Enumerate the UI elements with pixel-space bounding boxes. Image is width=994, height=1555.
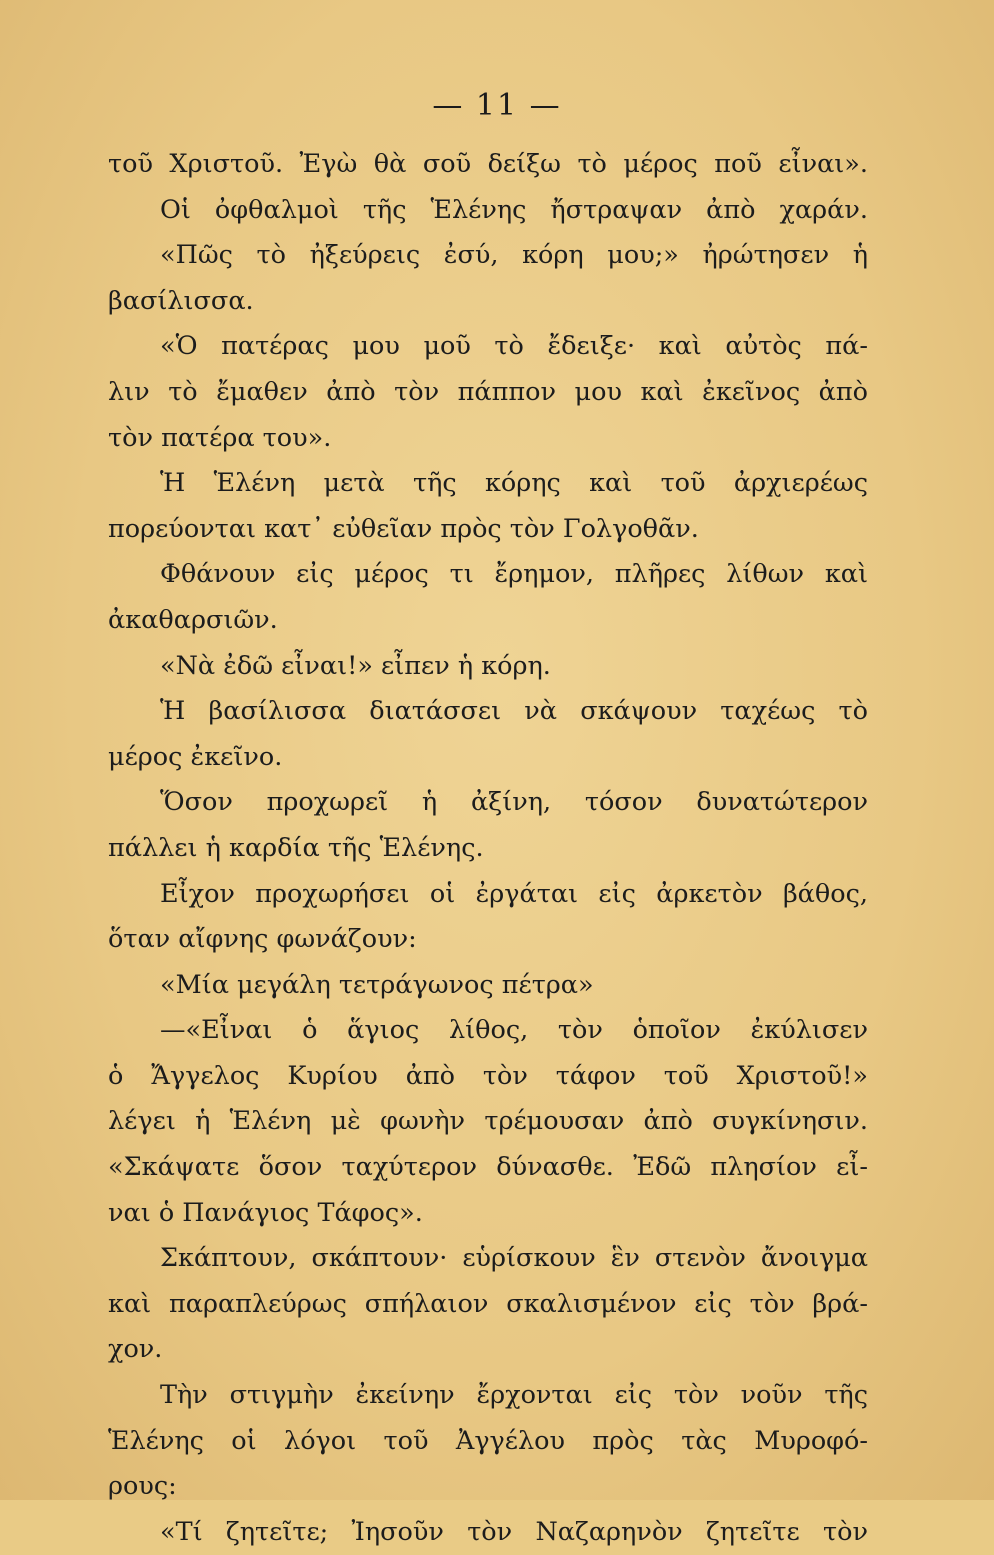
text-line: πάλλει ἡ καρδία τῆς Ἑλένης. xyxy=(108,832,484,863)
text-line: Εἶχον προχωρήσει οἱ ἐργάται εἰς ἀρκετὸν βάθος, xyxy=(160,878,868,909)
text-line: Ἡ βασίλισσα διατάσσει νὰ σκάψουν ταχέως τὸ xyxy=(160,696,868,727)
text-line: τὸν πατέρα του». xyxy=(108,422,332,453)
text-line: Ἑλένης οἱ λόγοι τοῦ Ἀγγέλου πρὸς τὰς Μυροφό- xyxy=(108,1425,868,1456)
text-line: χον. xyxy=(108,1334,163,1365)
text-line: τοῦ Χριστοῦ. Ἐγὼ θὰ σοῦ δείξω τὸ μέρος ποῦ εἶναι». xyxy=(108,149,868,179)
text-line: μέρος ἐκεῖνο. xyxy=(108,741,283,772)
text-line: Οἱ ὀφθαλμοὶ τῆς Ἑλένης ἤστραψαν ἀπὸ χαράν. xyxy=(160,194,868,225)
text-line: ὁ Ἄγγελος Κυρίου ἀπὸ τὸν τάφον τοῦ Χριστοῦ!» xyxy=(108,1060,868,1091)
text-line: καὶ παραπλεύρως σπήλαιον σκαλισμένον εἰς τὸν βρά- xyxy=(108,1288,868,1319)
text-line: —«Εἶναι ὁ ἅγιος λίθος, τὸν ὁποῖον ἐκύλισεν xyxy=(160,1015,868,1046)
text-line: ναι ὁ Πανάγιος Τάφος». xyxy=(108,1197,423,1228)
text-line: λιν τὸ ἔμαθεν ἀπὸ τὸν πάππον μου καὶ ἐκεῖνος ἀπὸ xyxy=(108,376,868,407)
text-line: λέγει ἡ Ἑλένη μὲ φωνὴν τρέμουσαν ἀπὸ συγκίνησιν. xyxy=(108,1106,868,1137)
text-line: Σκάπτουν, σκάπτουν· εὑρίσκουν ἓν στενὸν ἄνοιγμα xyxy=(160,1243,868,1274)
text-line: «Σκάψατε ὅσον ταχύτερον δύνασθε. Ἐδῶ πλησίον εἶ- xyxy=(108,1152,868,1183)
text-line: Ὅσον προχωρεῖ ἡ ἀξίνη, τόσον δυνατώτερον xyxy=(160,787,868,818)
text-line: «Νὰ ἐδῶ εἶναι!» εἶπεν ἡ κόρη. xyxy=(160,650,551,681)
text-line: ρους: xyxy=(108,1471,177,1502)
text-line: «Πῶς τὸ ἠξεύρεις ἐσύ, κόρη μου;» ἠρώτησεν ἡ xyxy=(160,240,868,271)
text-line: «Τί ζητεῖτε; Ἰησοῦν τὸν Ναζαρηνὸν ζητεῖτε τὸν xyxy=(160,1516,868,1547)
text-line: Τὴν στιγμὴν ἐκείνην ἔρχονται εἰς τὸν νοῦν τῆς xyxy=(160,1380,868,1411)
text-line: πορεύονται κατ᾽ εὐθεῖαν πρὸς τὸν Γολγοθᾶν. xyxy=(108,513,699,544)
text-line: ἀκαθαρσιῶν. xyxy=(108,604,278,635)
body-text xyxy=(108,142,868,1555)
text-line: βασίλισσα. xyxy=(108,285,254,316)
text-line: ὅταν αἴφνης φωνάζουν: xyxy=(108,924,417,955)
text-line: «Μία μεγάλη τετράγωνος πέτρα» xyxy=(160,969,594,1000)
text-line: Φθάνουν εἰς μέρος τι ἔρημον, πλῆρες λίθων καὶ xyxy=(160,559,868,590)
text-line: «Ὁ πατέρας μου μοῦ τὸ ἔδειξε· καὶ αὐτὸς πά- xyxy=(160,331,868,362)
page-number: — 11 — xyxy=(432,88,562,123)
text-line: Ἡ Ἑλένη μετὰ τῆς κόρης καὶ τοῦ ἀρχιερέως xyxy=(160,468,868,499)
